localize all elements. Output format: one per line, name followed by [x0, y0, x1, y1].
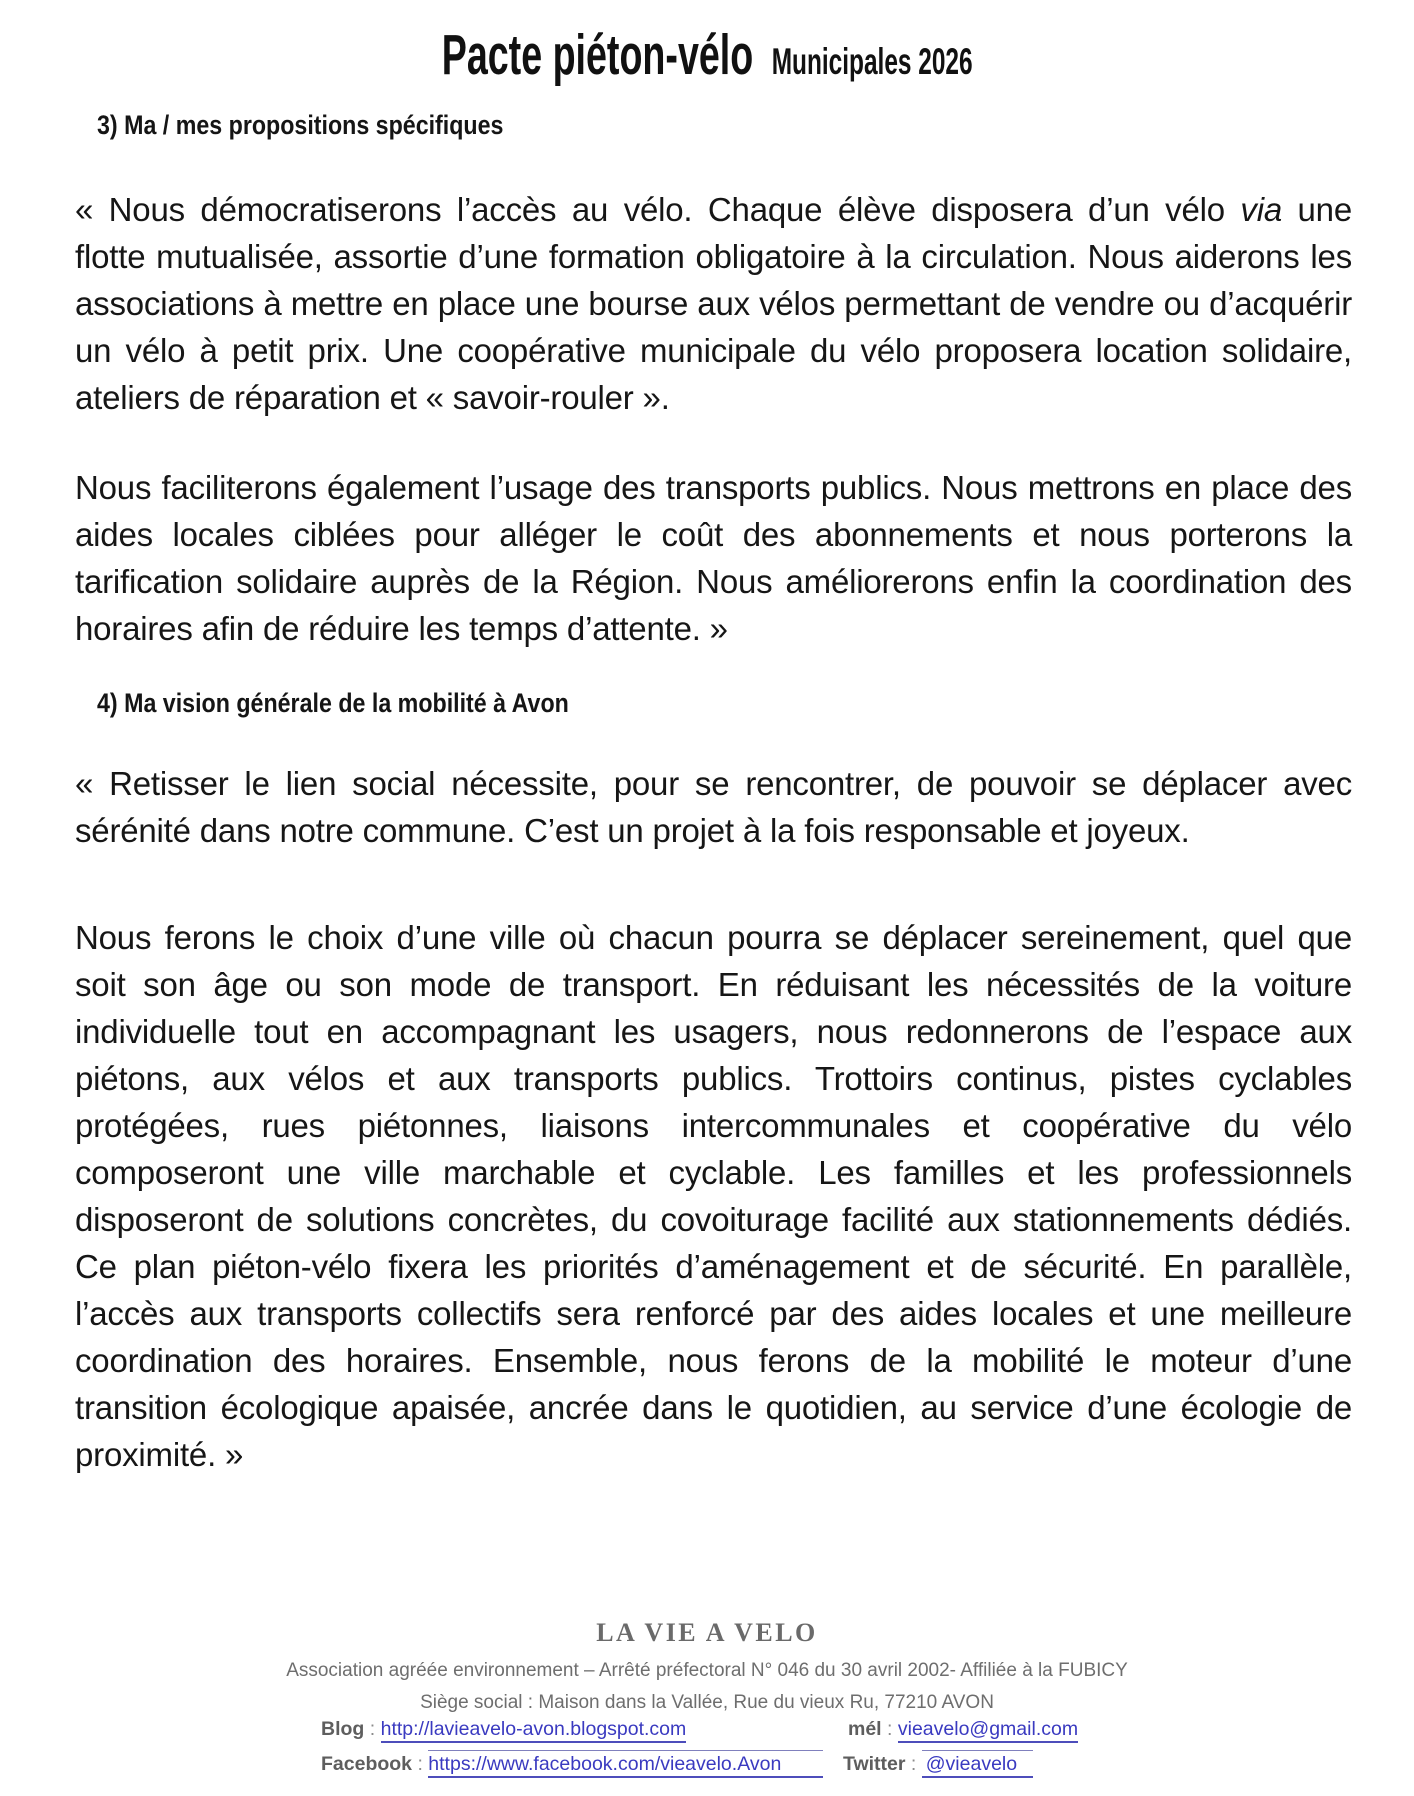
section4-heading: 4) Ma vision générale de la mobilité à Avon [97, 688, 569, 718]
email-link[interactable]: vieavelo@gmail.com [898, 1718, 1078, 1743]
footer-links-row-2 [0, 1753, 1414, 1785]
label-separator: : [905, 1753, 922, 1775]
label-separator: : [364, 1718, 381, 1740]
footer-links-row-1 [0, 1718, 1414, 1750]
footer-org-name: LA VIE A VELO [596, 1618, 818, 1647]
twitter-link[interactable]: @vieavelo [922, 1750, 1033, 1778]
blog-entry [321, 1718, 686, 1741]
section3-paragraph-1 [75, 186, 1352, 421]
footer-address-line: Siège social : Maison dans la Vallée, Rue du vieux Ru, 77210 AVON [420, 1692, 994, 1713]
section3-heading: 3) Ma / mes propositions spécifiques [97, 110, 504, 140]
section4-paragraph-1: « Retisser le lien social nécessite, pour se rencontrer, de pouvoir se déplacer avec sérénité dans notre commune. C’est un projet à la fois responsable et joyeux. [75, 765, 1352, 849]
label-separator: : [881, 1718, 898, 1740]
email-entry [848, 1718, 1078, 1741]
page-subtitle: Municipales 2026 [771, 41, 973, 82]
twitter-entry [843, 1753, 1033, 1776]
section3-paragraph-1-text: « Nous démocratiserons l’accès au vélo. Chaque élève disposera d’un vélo [75, 191, 1241, 228]
title-group [442, 22, 973, 88]
footer-accreditation-line: Association agréée environnement – Arrêté préfectoral N° 046 du 30 avril 2002- Affiliée à la FUBICY [286, 1660, 1128, 1681]
section4-paragraph-2: Nous ferons le choix d’une ville où chacun pourra se déplacer sereinement, quel que soit son âge ou son mode de transport. En réduisant les nécessités de la voiture individuelle tout en accompagnant les usagers, nous redonnerons de l’espace aux piétons, aux vélos et aux transports publics. Trottoirs continus, pistes cyclables protégées, rues piétonnes, liaisons intercommunales et coopérative du vélo composeront une ville marchable et cyclable. Les familles et les professionnels disposeront de solutions concrètes, du covoiturage facilité aux stationnements dédiés. Ce plan piéton-vélo fixera les priorités d’aménagement et de sécurité. En parallèle, l’accès aux transports collectifs sera renforcé par des aides locales et une meilleure coordination des horaires. Ensemble, nous ferons de la mobilité le moteur d’une transition écologique apaisée, ancrée dans le quotidien, au service d’une écologie de proximité. » [75, 919, 1352, 1473]
email-label: mél [848, 1718, 882, 1740]
twitter-label: Twitter [843, 1753, 906, 1775]
blog-link[interactable]: http://lavieavelo-avon.blogspot.com [381, 1718, 687, 1743]
section3-paragraph-1-text-continued: une flotte mutualisée, assortie d’une formation obligatoire à la circulation. Nous aiderons les associations à mettre en place une bourse aux vélos permettant de vendre ou d’acquérir un vélo à petit prix. Une coopérative municipale du vélo proposera location solidaire, ateliers de réparation et « savoir-rouler ». [75, 191, 1352, 416]
section3-paragraph-1-italic-word: via [1240, 191, 1283, 228]
facebook-link[interactable]: https://www.facebook.com/vieavelo.Avon [428, 1750, 823, 1778]
document-header [0, 22, 1414, 88]
blog-label: Blog [321, 1718, 365, 1740]
facebook-entry [321, 1753, 823, 1776]
facebook-label: Facebook [321, 1753, 413, 1775]
label-separator: : [412, 1753, 429, 1775]
page-title: Pacte piéton-vélo [441, 23, 754, 87]
section3-paragraph-2: Nous faciliterons également l’usage des transports publics. Nous mettrons en place des aides locales ciblées pour alléger le coût des abonnements et nous porterons la tarification solidaire auprès de la Région. Nous améliorerons enfin la coordination des horaires afin de réduire les temps d’attente. » [75, 469, 1352, 647]
